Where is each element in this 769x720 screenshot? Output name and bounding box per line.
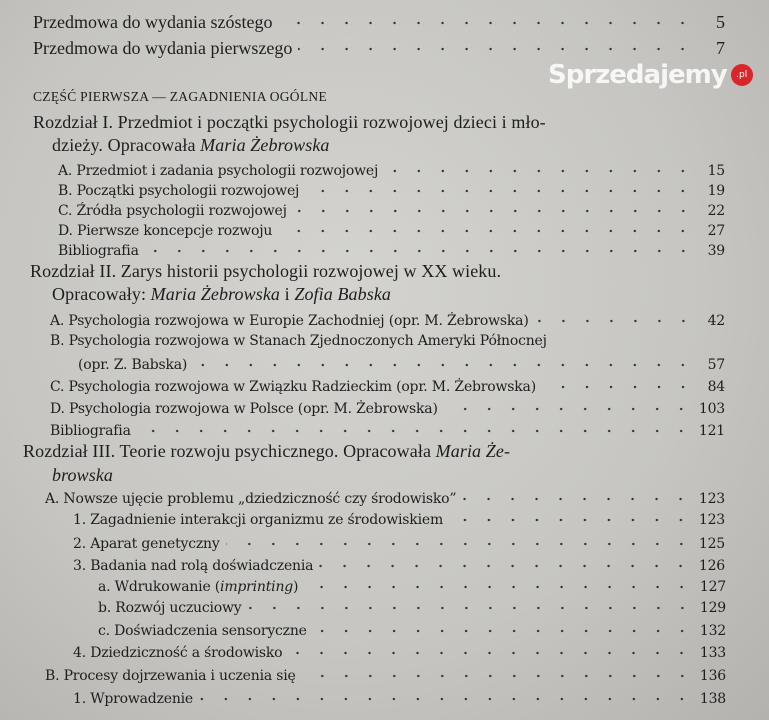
dot-leader — [449, 510, 693, 524]
entry-title: (opr. Z. Babska) — [78, 357, 188, 373]
entry-title-suffix: ) — [293, 579, 299, 595]
dot-leader — [384, 161, 695, 175]
entry-title: C. Źródła psychologii rozwojowej — [58, 203, 287, 219]
dot-leader — [288, 643, 694, 657]
entry-page: 136 — [699, 668, 726, 684]
watermark — [548, 60, 753, 90]
toc-entry — [98, 577, 726, 595]
toc-entry — [50, 377, 725, 395]
dot-leader — [542, 377, 695, 391]
dot-leader — [304, 577, 694, 591]
toc-entry — [58, 161, 725, 179]
toc-entry — [50, 311, 725, 329]
chapter-1-title: Rozdział I. Przedmiot i początki psychologii rozwojowej dzieci i mło- — [33, 112, 546, 132]
entry-page: 57 — [707, 357, 725, 373]
dot-leader — [319, 556, 693, 570]
entry-title: 2. Aparat genetyczny — [73, 536, 220, 552]
chapter-2-title: Rozdział II. Zarys historii psychologii rozwojowej w XX wieku. — [30, 261, 502, 281]
dot-leader — [193, 355, 695, 369]
toc-entry — [73, 510, 725, 528]
entry-page: 123 — [698, 491, 725, 507]
entry-title: c. Doświadczenia sensoryczne — [98, 623, 307, 639]
dot-leader — [462, 489, 693, 503]
entry-page: 22 — [707, 203, 725, 219]
entry-title — [45, 491, 456, 507]
entry-title: D. Psychologia rozwojowa w Polsce (opr. M. Żebrowska) — [50, 401, 438, 417]
entry-title: 1. Wprowadzenie — [73, 691, 194, 707]
entry-title: A. Psychologia rozwojowa w Europie Zachodniej (opr. M. Żebrowska) — [50, 313, 529, 329]
toc-entry-bibliography — [50, 421, 725, 439]
entry-page: 121 — [698, 423, 725, 439]
dot-leader — [293, 201, 695, 215]
author-name: Maria Że- — [435, 441, 511, 461]
author-label: Opracowały: — [52, 284, 147, 304]
conjunction: i — [280, 284, 295, 304]
toc-entry — [58, 221, 725, 239]
toc-entry — [50, 333, 547, 349]
entry-title-quote: „dziedziczność czy środowisko” — [238, 491, 457, 507]
author-name: browska — [52, 465, 114, 485]
dot-leader — [278, 221, 695, 235]
entry-title: b. Rozwój uczuciowy — [98, 600, 242, 616]
author-name: Zofia Babska — [294, 284, 392, 304]
author-name: Maria Żebrowska — [150, 284, 281, 304]
entry-title: Przedmowa do wydania szóstego — [33, 12, 273, 32]
entry-title-prefix: A. Nowsze ujęcie problemu — [45, 491, 239, 507]
entry-page: 138 — [699, 691, 726, 707]
toc-entry — [73, 643, 726, 661]
entry-title: C. Psychologia rozwojowa w Związku Radzieckim (opr. M. Żebrowska) — [50, 379, 536, 395]
entry-page: 103 — [698, 401, 725, 417]
entry-title-prefix: a. Wdrukowanie ( — [98, 579, 221, 595]
toc-entry — [73, 534, 725, 552]
toc-entry — [98, 621, 726, 639]
dot-leader — [137, 421, 693, 435]
entry-page: 129 — [699, 600, 726, 616]
toc-entry — [98, 598, 726, 616]
entry-title: 4. Dziedziczność a środowisko — [73, 645, 283, 661]
entry-title-italic: imprinting — [220, 579, 294, 595]
chapter-3-title — [23, 441, 510, 462]
watermark-badge: .pl — [731, 64, 753, 86]
entry-title: Bibliografia — [58, 243, 139, 259]
entry-title — [98, 579, 298, 595]
entry-page: 15 — [707, 163, 725, 179]
chapter-2-author-line — [52, 284, 391, 305]
dot-leader — [199, 689, 694, 703]
entry-title: 3. Badania nad rolą doświadczenia — [73, 558, 314, 574]
entry-page: 19 — [707, 183, 725, 199]
toc-entry — [58, 181, 725, 199]
toc-entry — [45, 666, 726, 684]
author-label: dzieży. Opracowała — [52, 135, 196, 155]
entry-page: 123 — [698, 512, 725, 528]
toc-entry-continuation — [78, 355, 725, 373]
entry-page: 7 — [716, 38, 725, 58]
dot-leader — [444, 399, 693, 413]
entry-title: B. Procesy dojrzewania i uczenia się — [45, 668, 296, 684]
toc-entry-preface-6 — [33, 10, 725, 33]
entry-title: B. Psychologia rozwojowa w Stanach Zjednoczonych Ameryki Północnej — [50, 333, 547, 349]
entry-page: 42 — [707, 313, 725, 329]
entry-title: B. Początki psychologii rozwojowej — [58, 183, 300, 199]
chapter-3-author-cont — [52, 465, 113, 486]
toc-entry — [50, 399, 725, 417]
entry-page: 84 — [707, 379, 725, 395]
dot-leader — [313, 621, 694, 635]
toc-entry — [73, 689, 726, 707]
dot-leader — [535, 311, 695, 325]
dot-leader — [305, 181, 695, 195]
dot-leader — [298, 36, 695, 54]
toc-entry — [58, 201, 725, 219]
dot-leader — [278, 10, 695, 28]
watermark-logo: Sprzedajemy — [548, 60, 727, 90]
entry-title: D. Pierwsze koncepcje rozwoju — [58, 223, 273, 239]
chapter-title-text: Rozdział III. Teorie rozwoju psychicznego. Opracowała — [23, 441, 436, 461]
entry-page: 27 — [707, 223, 725, 239]
chapter-1-author-line — [52, 135, 330, 156]
entry-page: 125 — [698, 536, 725, 552]
dot-leader — [226, 534, 693, 548]
entry-title: Bibliografia — [50, 423, 131, 439]
dot-leader — [248, 598, 694, 612]
dot-leader — [302, 666, 694, 680]
entry-page: 133 — [699, 645, 726, 661]
toc-entry — [73, 556, 725, 574]
entry-page: 5 — [716, 12, 725, 32]
entry-page: 39 — [707, 243, 725, 259]
entry-title: 1. Zagadnienie interakcji organizmu ze środowiskiem — [73, 512, 444, 528]
dot-leader — [145, 241, 695, 255]
part-title: CZĘŚĆ PIERWSZA — ZAGADNIENIA OGÓLNE — [33, 89, 327, 104]
toc-entry — [45, 489, 725, 507]
entry-title: A. Przedmiot i zadania psychologii rozwojowej — [58, 163, 379, 179]
author-name: Maria Żebrowska — [200, 135, 330, 155]
entry-page: 132 — [699, 623, 726, 639]
entry-title: Przedmowa do wydania pierwszego — [33, 38, 293, 58]
entry-page: 126 — [698, 558, 725, 574]
entry-page: 127 — [699, 579, 726, 595]
toc-entry-bibliography — [58, 241, 725, 259]
toc-entry-preface-1 — [33, 36, 725, 59]
